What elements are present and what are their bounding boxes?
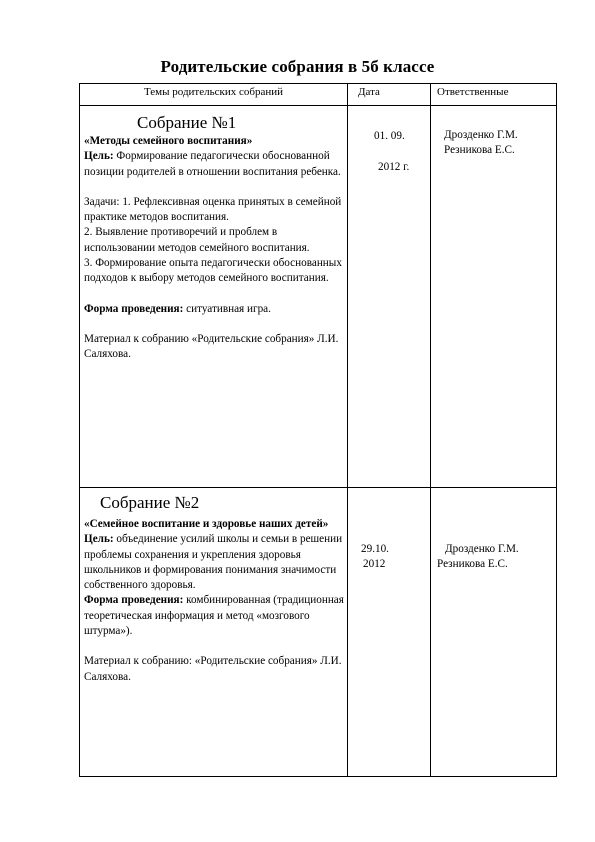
meeting-1-body [84, 134, 346, 363]
meeting-1-heading: Собрание №1 [137, 113, 237, 132]
meeting-1-tasks: Задачи: 1. Рефлексивная оценка принятых в семейной практике методов воспитания. [84, 195, 342, 224]
meeting-1-responsible: Дрозденко Г.М. Резникова Е.С. [444, 129, 518, 157]
header-topics: Темы родительских собраний [143, 86, 284, 98]
header-responsible: Ответственные [437, 86, 509, 98]
meeting-2-responsible: Дрозденко Г.М. Резникова Е.С. [437, 543, 519, 571]
meeting-1-theme: «Методы семейного воспитания» [84, 135, 253, 147]
meeting-2-date: 29.10. 2012 [361, 543, 389, 571]
meeting-2-form: Форма проведения: комбинированная (традиционная теоретическая информация и метод «мозгового штурма»). [84, 594, 344, 638]
meeting-1-task-2: 2. Выявление противоречий и проблем в использовании методов семейного воспитания. [84, 226, 310, 254]
meeting-1-goal: Цель: Формирование педагогически обоснованной позиции родителей в отношении воспитания ребенка. [84, 150, 341, 178]
meeting-2-heading: Собрание №2 [100, 493, 200, 512]
table-border-right [556, 83, 557, 777]
table-border-bottom [79, 776, 557, 777]
meeting-1-date: 01. 09. 2012 г. [374, 130, 410, 174]
table-border-left [79, 83, 80, 777]
meeting-2-goal: Цель: объединение усилий школы и семьи в решении проблемы сохранения и укрепления здоровья школьников и формирования понимания значимости собственного здоровья. [84, 533, 343, 592]
column-divider-date [347, 83, 348, 777]
header-row-divider [79, 105, 557, 106]
meeting-2-material: Материал к собранию: «Родительские собрания» Л.И. Саляхова. [84, 655, 342, 683]
meeting-2-theme: «Семейное воспитание и здоровье наших детей» [84, 518, 329, 530]
page-title: Родительские собрания в 5б классе [160, 57, 435, 76]
meeting-1-form: Форма проведения: ситуативная игра. [84, 302, 271, 315]
header-date: Дата [358, 86, 380, 98]
meeting-2-body [84, 517, 346, 685]
table-border-top [79, 83, 557, 84]
column-divider-responsible [430, 83, 431, 777]
meeting-1-material: Материал к собранию «Родительские собрания» Л.И. Саляхова. [84, 332, 339, 361]
row-divider [79, 487, 557, 488]
meeting-1-task-3: 3. Формирование опыта педагогически обоснованных подходов к выбору методов семейного воспитания. [84, 257, 342, 285]
